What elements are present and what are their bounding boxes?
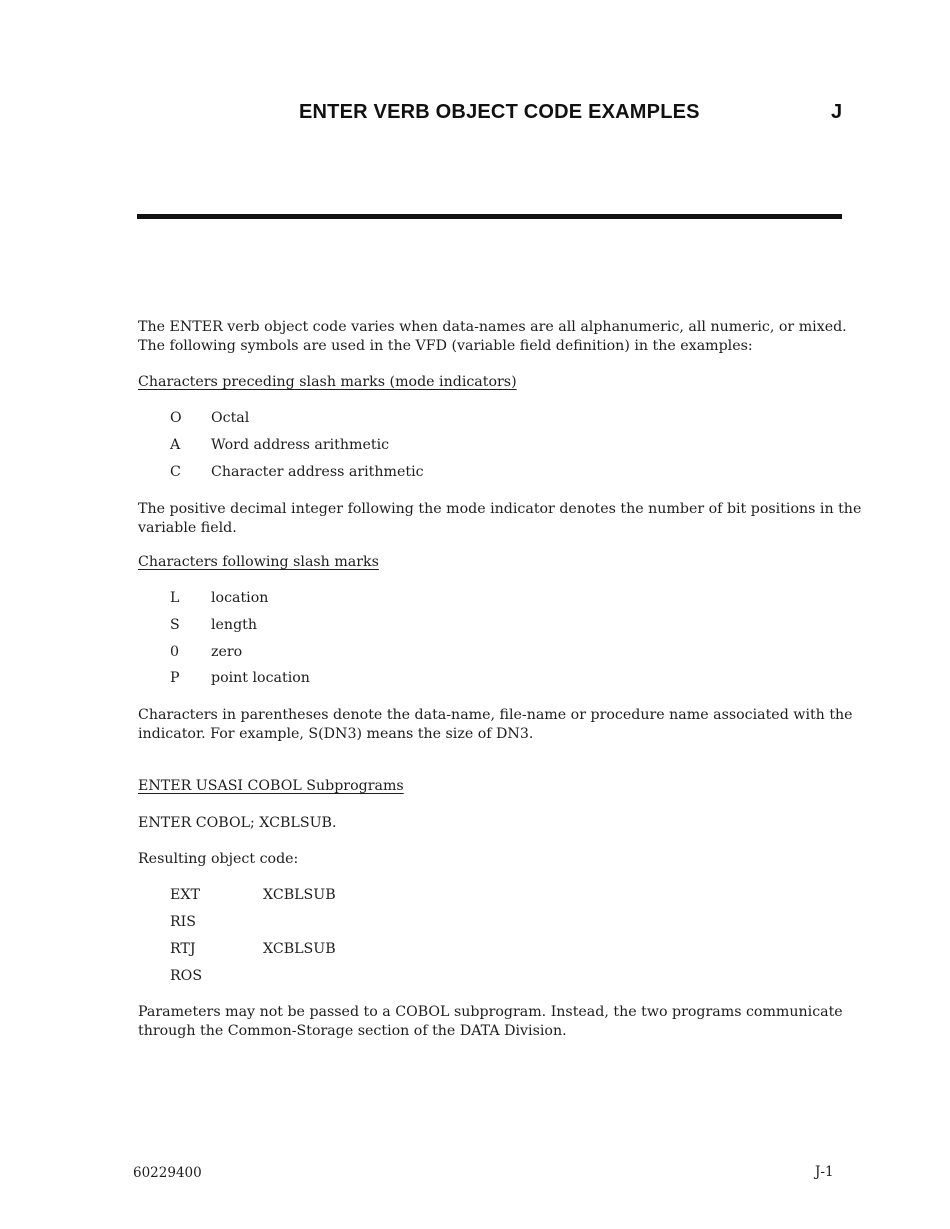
code-operand: XCBLSUB bbox=[263, 887, 336, 903]
mode-symbol: A bbox=[170, 437, 181, 453]
intro-paragraph bbox=[138, 318, 850, 356]
mode-indicators-heading: Characters preceding slash marks (mode indicators) bbox=[138, 374, 517, 390]
document-number: 60229400 bbox=[133, 1165, 202, 1181]
char-meaning: length bbox=[211, 617, 257, 633]
cobol-subprograms-heading: ENTER USASI COBOL Subprograms bbox=[138, 778, 404, 794]
page-number: J-1 bbox=[815, 1164, 834, 1180]
code-operand: XCBLSUB bbox=[263, 941, 336, 957]
code-op: EXT bbox=[170, 887, 200, 903]
code-op: RIS bbox=[170, 914, 197, 930]
mode-symbol: O bbox=[170, 410, 182, 426]
intro-line-2: The following symbols are used in the VFD (variable field definition) in the examples: bbox=[138, 338, 753, 354]
char-meaning: location bbox=[211, 590, 269, 606]
mode-symbol: C bbox=[170, 464, 181, 480]
page-title: ENTER VERB OBJECT CODE EXAMPLES bbox=[299, 101, 700, 123]
parentheses-note-line-1: Characters in parentheses denote the data-name, file-name or procedure name associated with the bbox=[138, 707, 853, 723]
mode-meaning: Character address arithmetic bbox=[211, 464, 424, 480]
char-symbol: S bbox=[170, 617, 180, 633]
char-symbol: 0 bbox=[170, 644, 180, 660]
parentheses-note bbox=[138, 706, 853, 744]
parameters-note-line-1: Parameters may not be passed to a COBOL subprogram. Instead, the two programs communicate bbox=[138, 1004, 843, 1020]
intro-line-1: The ENTER verb object code varies when data-names are all alphanumeric, all numeric, or mixed. bbox=[138, 319, 847, 335]
parameters-note bbox=[138, 1003, 850, 1041]
mode-meaning: Octal bbox=[211, 410, 250, 426]
char-meaning: point location bbox=[211, 670, 310, 686]
char-meaning: zero bbox=[211, 644, 243, 660]
enter-statement: ENTER COBOL; XCBLSUB. bbox=[138, 815, 337, 831]
parameters-note-line-2: through the Common-Storage section of the DATA Division. bbox=[138, 1023, 567, 1039]
appendix-letter: J bbox=[831, 101, 843, 123]
char-symbol: L bbox=[170, 590, 180, 606]
mode-note-line-1: The positive decimal integer following the mode indicator denotes the number of bit positions in the bbox=[138, 501, 862, 517]
mode-note bbox=[138, 500, 862, 538]
mode-meaning: Word address arithmetic bbox=[211, 437, 390, 453]
parentheses-note-line-2: indicator. For example, S(DN3) means the size of DN3. bbox=[138, 726, 534, 742]
mode-note-line-2: variable field. bbox=[138, 520, 237, 536]
header-rule bbox=[137, 214, 842, 219]
code-op: ROS bbox=[170, 968, 203, 984]
result-label: Resulting object code: bbox=[138, 851, 299, 867]
char-symbol: P bbox=[170, 670, 180, 686]
following-chars-heading: Characters following slash marks bbox=[138, 554, 379, 570]
code-op: RTJ bbox=[170, 941, 196, 957]
